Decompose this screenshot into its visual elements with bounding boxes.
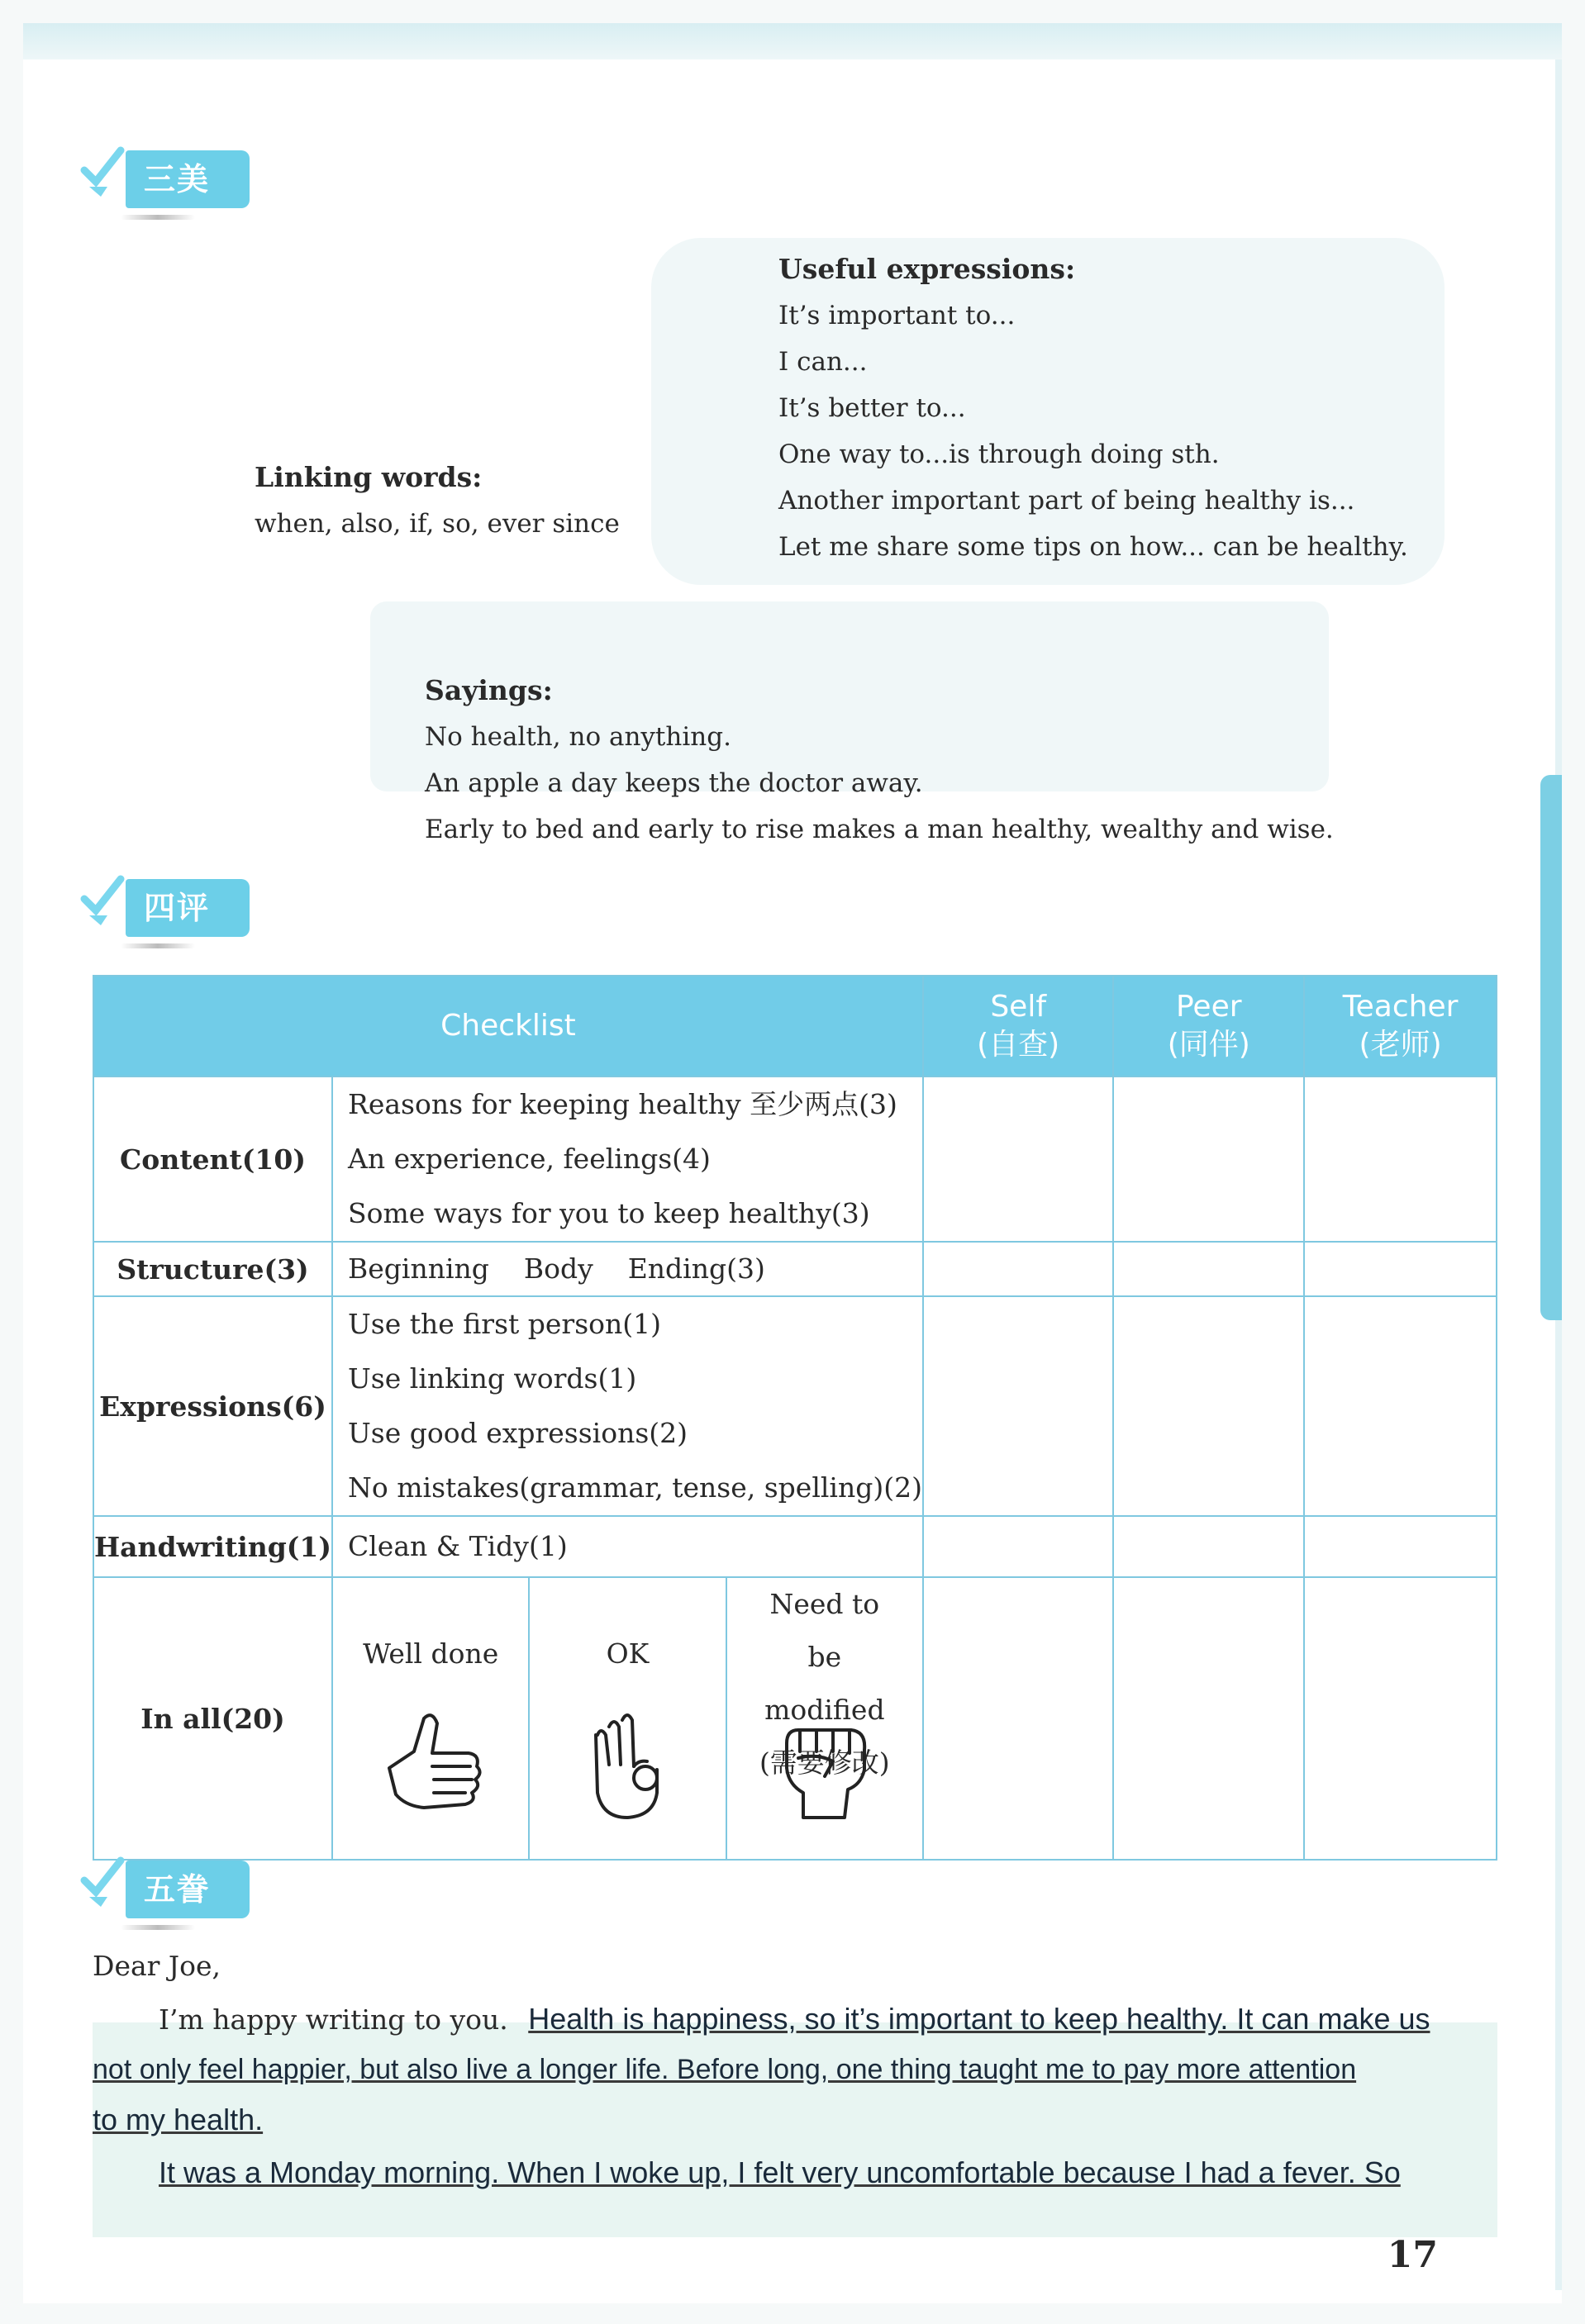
header-self-cn: (自查) [977,1028,1060,1062]
category-expressions: Expressions(6) [93,1296,332,1516]
score-cell-teacher[interactable] [1304,1242,1497,1296]
section-badge-3 [79,145,253,216]
score-cell-teacher[interactable] [1304,1296,1497,1516]
useful-line: One way to...is through doing sth. [778,440,1220,469]
linking-words [255,454,620,547]
thumbs-up-icon [373,1702,488,1826]
header-teacher-cn: (老师) [1359,1028,1442,1062]
category-handwriting: Handwriting(1) [93,1516,332,1577]
useful-line: Let me share some tips on how... can be healthy. [778,532,1408,562]
score-cell-peer[interactable] [1113,1076,1304,1242]
score-cell-teacher[interactable] [1304,1516,1497,1577]
table-row [93,1076,1497,1242]
checklist-item: Beginning Body Ending(3) [332,1242,923,1296]
rating-needs-modification [726,1577,923,1860]
checklist-item: Some ways for you to keep healthy(3) [348,1197,870,1229]
useful-line: It’s important to... [778,301,1016,330]
score-cell-teacher[interactable] [1304,1577,1497,1860]
rating-label: Well done [363,1637,499,1670]
header-teacher [1304,976,1497,1076]
rating-label-cn: (需要修改) [759,1747,890,1779]
category-inall: In all(20) [93,1577,332,1860]
handwritten-text: to my health. [93,2103,264,2136]
header-peer-label: Peer [1176,990,1242,1024]
category-structure: Structure(3) [93,1242,332,1296]
table-row [93,1242,1497,1296]
section-title: 四评 [126,879,250,937]
header-checklist: Checklist [93,976,923,1076]
saying-line: No health, no anything. [425,722,731,752]
saying-line: Early to bed and early to rise makes a man healthy, wealthy and wise. [425,815,1334,844]
check-icon [79,1856,127,1912]
score-cell-self[interactable] [923,1242,1113,1296]
useful-expressions [778,246,1408,570]
checklist-item: An experience, feelings(4) [348,1143,711,1175]
content-items [332,1076,923,1242]
header-peer-cn: (同伴) [1167,1028,1250,1062]
handwritten-text: Health is happiness, so it’s important to keep healthy. It can make us [528,2002,1430,2036]
sayings [425,668,1334,853]
category-content: Content(10) [93,1076,332,1242]
handwritten-text: It was a Monday morning. When I woke up, I felt very uncomfortable because I had a fever. So [159,2155,1401,2189]
right-tab [1540,775,1562,1320]
score-cell-self[interactable] [923,1296,1113,1516]
section-title: 三美 [126,150,250,208]
score-cell-teacher[interactable] [1304,1076,1497,1242]
score-cell-peer[interactable] [1113,1242,1304,1296]
checklist-item: Use the first person(1) [348,1308,662,1340]
rating-label-group [727,1578,922,1779]
header-self-label: Self [990,990,1047,1024]
checklist-item: Reasons for keeping healthy 至少两点(3) [348,1088,897,1120]
header-self [923,976,1113,1076]
rating-label: Need to be modified [764,1588,885,1726]
score-cell-peer[interactable] [1113,1296,1304,1516]
check-icon [79,145,127,202]
score-cell-self[interactable] [923,1577,1113,1860]
checklist-item: No mistakes(grammar, tense, spelling)(2) [348,1471,922,1504]
header-teacher-label: Teacher [1342,990,1459,1024]
checklist-item: Clean & Tidy(1) [332,1516,923,1577]
rating-label: OK [606,1637,650,1670]
top-strip [23,23,1562,59]
sayings-title: Sayings: [425,674,553,706]
useful-line: I can... [778,347,868,377]
checklist-item: Use linking words(1) [348,1362,637,1395]
rating-well-done [332,1577,529,1860]
handwritten-text: not only feel happier, but also live a longer life. Before long, one thing taught me to pay more attention [93,2054,1357,2085]
linking-words-text: when, also, if, so, ever since [255,509,620,539]
useful-expressions-title: Useful expressions: [778,253,1076,285]
rating-ok [529,1577,726,1860]
badge-shadow [121,943,195,948]
page [23,23,1562,2303]
score-cell-self[interactable] [923,1076,1113,1242]
badge-shadow [121,215,195,220]
saying-line: An apple a day keeps the doctor away. [425,768,923,798]
linking-words-title: Linking words: [255,461,483,493]
table-row [93,1516,1497,1577]
header-peer [1113,976,1304,1076]
checklist-item: Use good expressions(2) [348,1417,688,1449]
score-cell-self[interactable] [923,1516,1113,1577]
letter-intro: I’m happy writing to you. [159,2003,508,2036]
section-badge-5 [79,1856,253,1927]
ok-hand-icon [578,1702,677,1826]
letter-line [93,1993,1497,2046]
section-badge-4 [79,874,253,945]
letter-greeting: Dear Joe, [93,1950,221,1982]
table-header-row [93,976,1497,1076]
score-cell-peer[interactable] [1113,1516,1304,1577]
check-icon [79,874,127,930]
checklist-table [93,975,1497,1861]
score-cell-peer[interactable] [1113,1577,1304,1860]
table-row [93,1577,1497,1860]
letter [93,1940,1497,2199]
page-number: 17 [1387,2234,1438,2276]
section-title: 五誊 [126,1861,250,1918]
badge-shadow [121,1925,195,1930]
useful-line: Another important part of being healthy is... [778,486,1355,516]
useful-line: It’s better to... [778,393,966,423]
table-row [93,1296,1497,1516]
expressions-items [332,1296,923,1516]
